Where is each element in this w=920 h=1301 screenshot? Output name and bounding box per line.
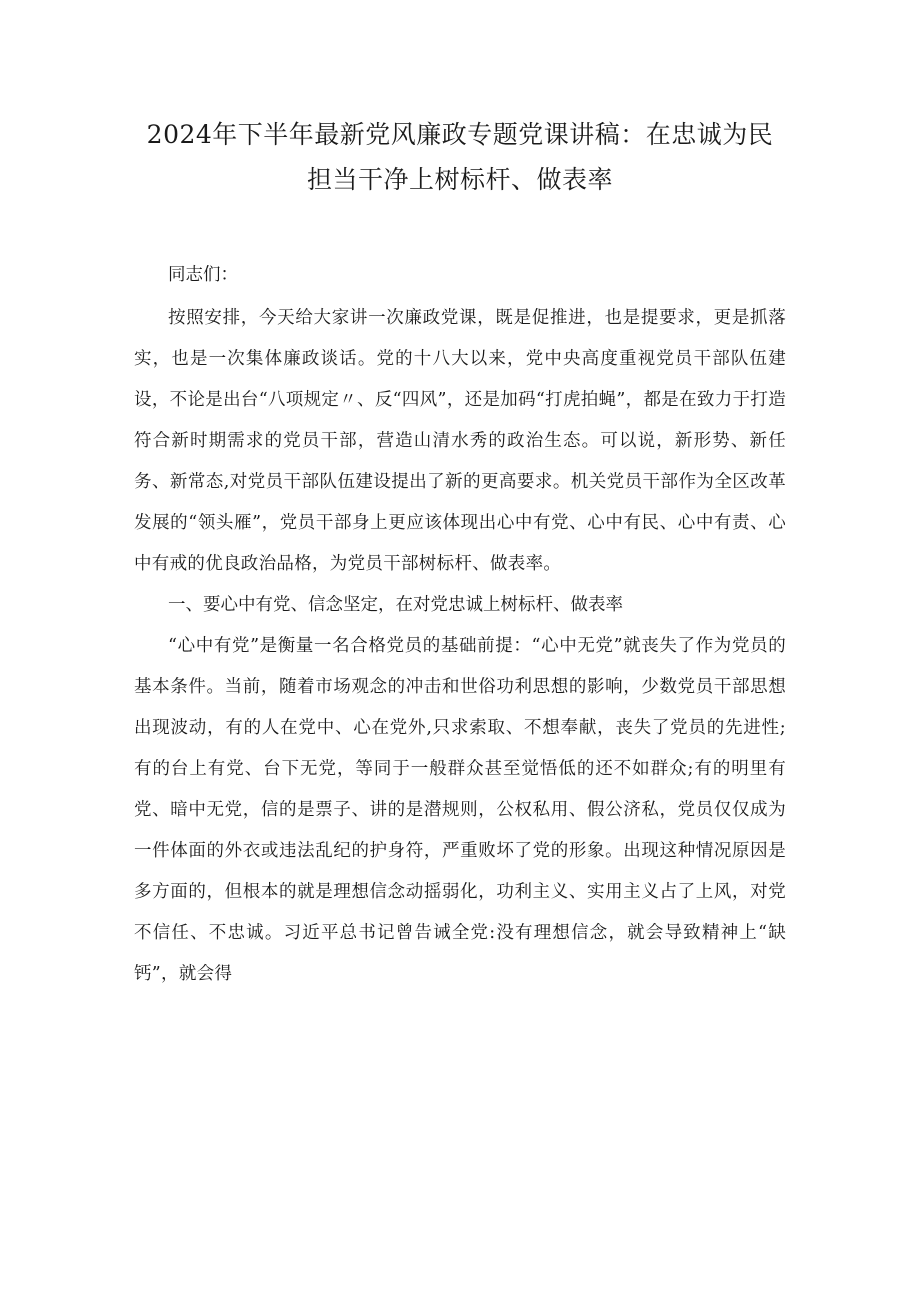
- section-heading: 一、要心中有党、信念坚定，在对党忠诚上树标杆、做表率: [168, 595, 623, 615]
- body-paragraph: 按照安排，今天给大家讲一次廉政党课，既是促推进，也是提要求，更是抓落实，也是一次集体廉政谈话。党的十八大以来，党中央高度重视党员干部队伍建设，不论是出台“八项规定〃、反“四风”，还是加码“打虎拍蝇”，都是在致力于打造符合新时期需求的党员干部，营造山清水秀的政治生态。可以说，新形势、新任务、新常态,对党员干部队伍建设提出了新的更高要求。机关党员干部作为全区改革发展的“领头雁”，党员干部身上更应该体现出心中有党、心中有民、心中有责、心中有戒的优良政治品格，为党员干部树标杆、做表率。: [134, 308, 786, 574]
- document-title: 2024年下半年最新党风廉政专题党课讲稿：在忠诚为民担当干净上树标杆、做表率: [146, 120, 774, 194]
- section-paragraph: “心中有党”是衡量一名合格党员的基础前提：“心中无党”就丧失了作为党员的基本条件。当前，随着市场观念的冲击和世俗功利思想的影响，少数党员干部思想出现波动，有的人在党中、心在党外,只求索取、不想奉献，丧失了党员的先进性;有的台上有党、台下无党，等同于一般群众甚至觉悟低的还不如群众;有的明里有党、暗中无党，信的是票子、讲的是潜规则，公权私用、假公济私，党员仅仅成为一件体面的外衣或违法乱纪的护身符，严重败坏了党的形象。出现这种情况原因是多方面的，但根本的就是理想信念动摇弱化，功利主义、实用主义占了上风，对党不信任、不忠诚。习近平总书记曾告诫全党:没有理想信念，就会导致精神上“缺钙”，就会得: [134, 636, 786, 984]
- salutation: 同志们：: [168, 265, 238, 285]
